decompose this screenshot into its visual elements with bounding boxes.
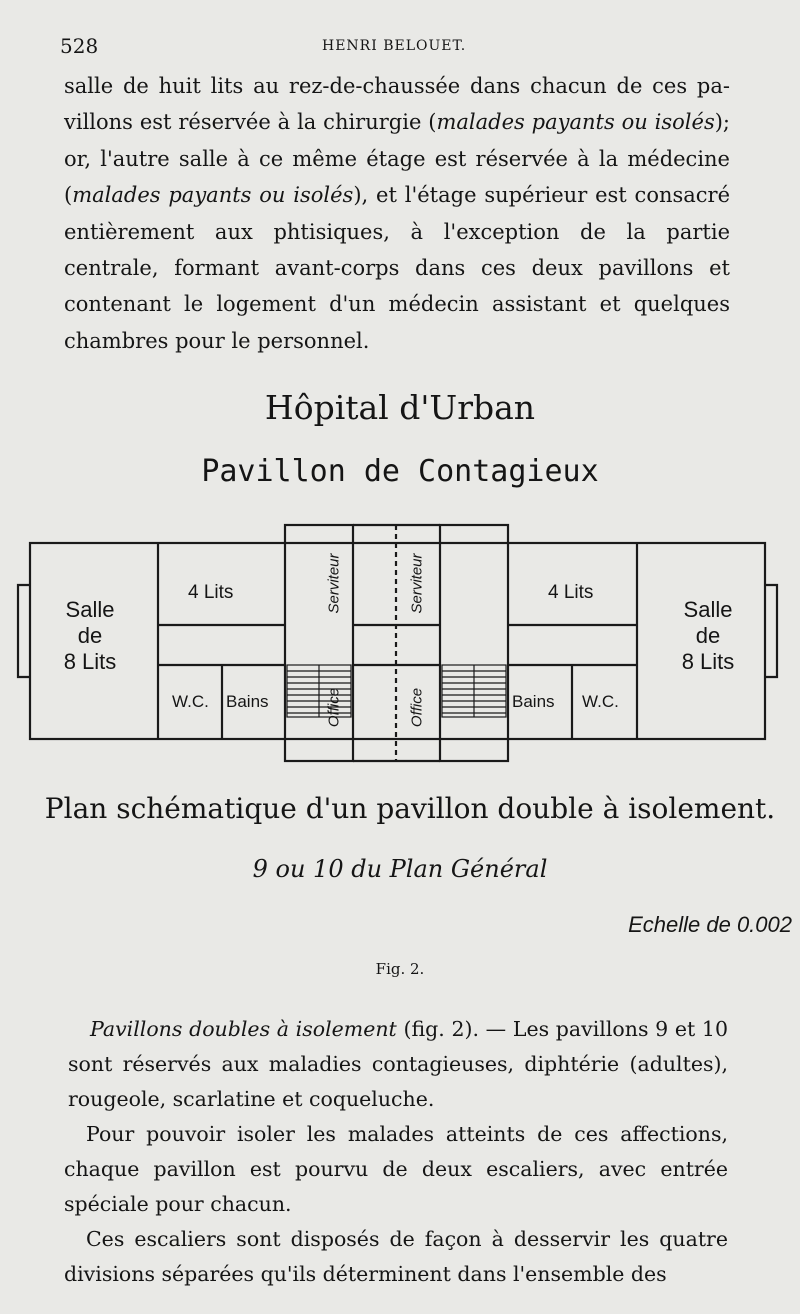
salle-left-word-2: de [77, 623, 103, 648]
plan-reference: 9 ou 10 du Plan Général [252, 855, 548, 883]
figure-label: Fig. 2. [375, 960, 425, 978]
left-stair-block [285, 525, 353, 761]
bains-left-label: Bains [226, 692, 269, 711]
salle-right-word-3: 8 Lits [681, 649, 735, 674]
paragraph-top [64, 68, 730, 359]
salle-right-word-2: de [695, 623, 721, 648]
running-header [60, 34, 760, 58]
right-stair-block [440, 525, 508, 761]
lits-right-label: 4 Lits [548, 582, 594, 603]
paragraph-fig [68, 1012, 728, 1117]
lits-left-label: 4 Lits [188, 582, 234, 603]
paragraph-top-text-1: salle de huit lits au rez-de-chaussée dans chacun de ces pa-villons est réservée à la chirurgie ( [64, 74, 730, 135]
salle-left-word-3: 8 Lits [63, 649, 117, 674]
serviteur-left-label: Serviteur [325, 553, 343, 614]
right-projection [765, 585, 777, 677]
left-projection [18, 585, 30, 677]
office-right-label: Office [408, 687, 426, 728]
salle-left-label [50, 599, 130, 673]
plan-title: Hôpital d'Urban [264, 388, 536, 427]
salle-right-word-1: Salle [683, 597, 733, 622]
paragraph-fig-text: (fig. 2). — Les pavillons 9 et 10 sont réservés aux maladies contagieuses, diphtérie (adultes), rougeole, scarlatine et coqueluche. [68, 1017, 728, 1111]
office-left-label: Office [325, 687, 343, 728]
building-outline [30, 543, 765, 739]
plan-scale: Echelle de 0.002 [628, 912, 792, 937]
wc-right-label: W.C. [582, 692, 619, 711]
running-author: HENRI BELOUET. [322, 38, 467, 54]
salle-left-word-1: Salle [65, 597, 115, 622]
plan-subtitle: Pavillon de Contagieux [201, 454, 599, 489]
paragraph-top-text-2: ); or, l'autre salle à ce même étage est réservée à la médecine ( [64, 110, 730, 208]
paragraph-top-text-3: ), et l'étage supérieur est consacré entièrement aux phtisiques, à l'exception de la partie centrale, formant avant-corps dans ces deux pavillons et contenant le logement d'un médecin assistant et quelques chambres pour le personnel. [64, 183, 731, 353]
paragraph-3: Ces escaliers sont disposés de façon à desservir les quatre divisions séparées qu'ils déterminent dans l'ensemble des [64, 1227, 728, 1286]
bains-right-label: Bains [512, 692, 555, 711]
salle-right-label [668, 599, 748, 673]
paragraph-2: Pour pouvoir isoler les malades atteints de ces affections, chaque pavillon est pourvu de deux escaliers, avec entrée spéciale pour chacun. [64, 1122, 728, 1216]
plan-caption: Plan schématique d'un pavillon double à isolement. [44, 792, 776, 825]
serviteur-right-label: Serviteur [408, 553, 426, 614]
wc-left-label: W.C. [172, 692, 209, 711]
paragraph-top-italic-2: malades payants ou isolés [72, 183, 354, 208]
paragraph-fig-italic: Pavillons doubles à isolement [90, 1017, 397, 1041]
floor-plan [0, 515, 800, 790]
page-number: 528 [60, 34, 99, 58]
paragraph-top-italic-1: malades payants ou isolés [436, 110, 715, 135]
right-staircase [442, 665, 506, 717]
